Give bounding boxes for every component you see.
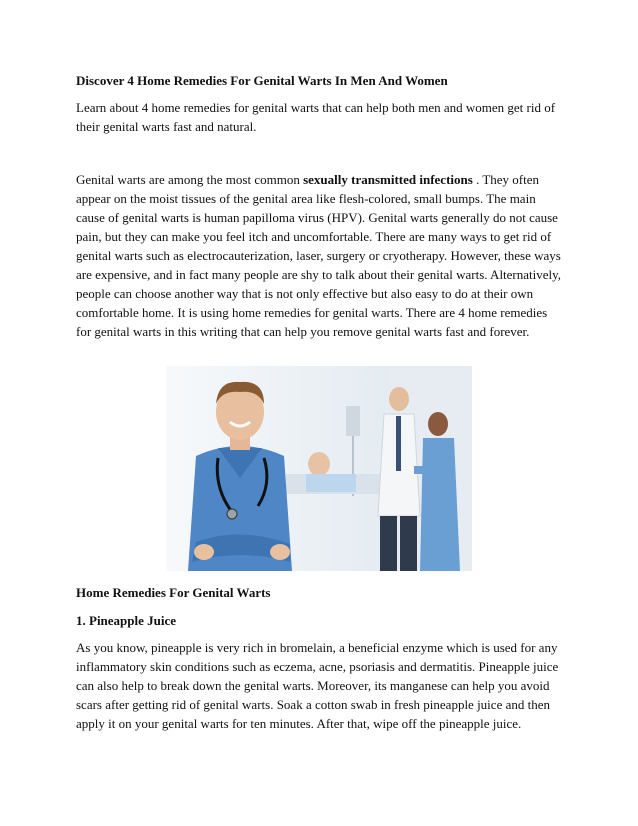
body-paragraph-2: As you know, pineapple is very rich in bromelain, a beneficial enzyme which is used for any inflammatory skin conditions such as eczema, acne, psoriasis and dermatitis. Pineapple juice can also help to break down the genital warts. Moreover, its manganese can help you avoid scars after getting rid of genital warts. Soak a cotton swab in fresh pineapple juice and then apply it on your genital warts for ten minutes. After that, wipe off the pineapple juice. — [76, 640, 559, 731]
subsection-heading: 1. Pineapple Juice — [76, 613, 177, 628]
body1-text-a: Genital warts are among the most common — [76, 172, 304, 187]
article-top — [76, 72, 562, 341]
intro-paragraph: Learn about 4 home remedies for genital warts that can help both men and women get rid of their genital warts fast and natural. — [76, 100, 556, 134]
body1-bold-phrase: sexually transmitted infections — [303, 172, 473, 187]
doctors-photo — [166, 366, 472, 571]
body1-text-b: . They often appear on the moist tissues of the genital area like flesh-colored, small bumps. The main cause of genital warts is human papilloma virus (HPV). Genital warts generally do not cause pain, but they can make you feel itch and uncomfortable. There are many ways to get rid of genital warts such as electrocauterization, laser, surgery or cryotherapy. However, these ways are expensive, and in fact many people are shy to talk about their genital warts. Alternatively, people can choose another way that is not only effective but also easy to do at their own comfortable home. It is using home remedies for genital warts. There are 4 home remedies for genital warts in this writing that can help you remove genital warts fast and forever. — [76, 172, 562, 339]
doctors-illustration — [166, 366, 472, 571]
body-paragraph-1 — [76, 170, 562, 341]
article-title: Discover 4 Home Remedies For Genital Warts In Men And Women — [76, 73, 448, 88]
section-heading: Home Remedies For Genital Warts — [76, 585, 271, 600]
